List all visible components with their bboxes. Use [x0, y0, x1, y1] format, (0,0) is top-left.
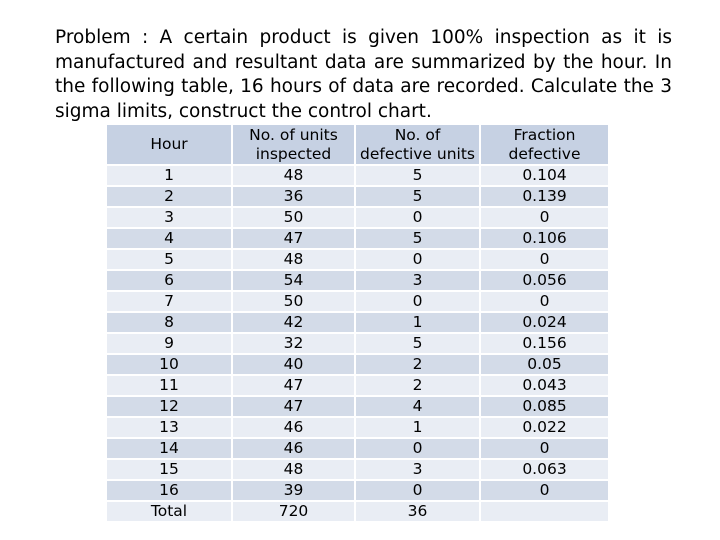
table-row — [107, 165, 609, 186]
header-units-inspected-line1: No. of units — [249, 125, 338, 144]
table-row — [107, 249, 609, 270]
cell-units-inspected: 42 — [232, 312, 355, 333]
cell-hour: 10 — [107, 354, 232, 375]
cell-units-inspected: 46 — [232, 438, 355, 459]
header-fraction-defective-line1: Fraction — [513, 125, 576, 144]
table-row — [107, 186, 609, 207]
cell-hour: 9 — [107, 333, 232, 354]
cell-fraction-defective: 0 — [480, 207, 609, 228]
cell-units-inspected: 32 — [232, 333, 355, 354]
table-body — [107, 165, 609, 522]
table-row — [107, 207, 609, 228]
cell-units-inspected: 48 — [232, 165, 355, 186]
cell-fraction-defective: 0.139 — [480, 186, 609, 207]
cell-units-inspected: 50 — [232, 291, 355, 312]
cell-defective-units: 0 — [355, 207, 480, 228]
cell-defective-units: 3 — [355, 270, 480, 291]
table-row — [107, 291, 609, 312]
cell-defective-units: 4 — [355, 396, 480, 417]
cell-fraction-defective: 0.063 — [480, 459, 609, 480]
cell-hour: 11 — [107, 375, 232, 396]
cell-units-inspected: 39 — [232, 480, 355, 501]
cell-fraction-defective: 0.085 — [480, 396, 609, 417]
cell-defective-units: 3 — [355, 459, 480, 480]
cell-defective-units: 5 — [355, 333, 480, 354]
cell-hour: 1 — [107, 165, 232, 186]
cell-units-inspected: 50 — [232, 207, 355, 228]
table-row — [107, 417, 609, 438]
cell-fraction-defective: 0 — [480, 438, 609, 459]
table-row — [107, 375, 609, 396]
cell-defective-units: 1 — [355, 417, 480, 438]
cell-total-fraction-defective — [480, 501, 609, 522]
cell-units-inspected: 47 — [232, 375, 355, 396]
cell-hour: 8 — [107, 312, 232, 333]
table-row — [107, 396, 609, 417]
table-row — [107, 438, 609, 459]
cell-fraction-defective: 0.056 — [480, 270, 609, 291]
table-row — [107, 480, 609, 501]
cell-hour: 4 — [107, 228, 232, 249]
cell-units-inspected: 47 — [232, 228, 355, 249]
cell-hour: 2 — [107, 186, 232, 207]
header-fraction-defective — [480, 125, 609, 165]
cell-fraction-defective: 0.104 — [480, 165, 609, 186]
cell-fraction-defective: 0.106 — [480, 228, 609, 249]
cell-total-defective-units: 36 — [355, 501, 480, 522]
cell-hour: 12 — [107, 396, 232, 417]
cell-units-inspected: 48 — [232, 459, 355, 480]
header-defective-units — [355, 125, 480, 165]
cell-defective-units: 5 — [355, 228, 480, 249]
cell-fraction-defective: 0.156 — [480, 333, 609, 354]
cell-defective-units: 5 — [355, 165, 480, 186]
table-total-row — [107, 501, 609, 522]
cell-fraction-defective: 0 — [480, 480, 609, 501]
table-row — [107, 459, 609, 480]
header-fraction-defective-line2: defective — [508, 144, 581, 163]
cell-defective-units: 0 — [355, 438, 480, 459]
header-hour-label: Hour — [150, 135, 188, 153]
problem-statement: Problem : A certain product is given 100% inspection as it is manufactured and resultant data are summarized by the hour. In the following table, 16 hours of data are recorded. Calculate the 3 sigma limits, construct the control chart. — [55, 27, 672, 122]
cell-units-inspected: 40 — [232, 354, 355, 375]
cell-defective-units: 0 — [355, 291, 480, 312]
cell-fraction-defective: 0.024 — [480, 312, 609, 333]
cell-units-inspected: 54 — [232, 270, 355, 291]
table-row — [107, 312, 609, 333]
cell-fraction-defective: 0.043 — [480, 375, 609, 396]
cell-units-inspected: 47 — [232, 396, 355, 417]
table-row — [107, 228, 609, 249]
cell-fraction-defective: 0 — [480, 291, 609, 312]
cell-defective-units: 0 — [355, 249, 480, 270]
cell-hour: 5 — [107, 249, 232, 270]
cell-hour: 16 — [107, 480, 232, 501]
header-units-inspected-line2: inspected — [255, 144, 332, 163]
cell-hour: 13 — [107, 417, 232, 438]
header-units-inspected — [232, 125, 355, 165]
table-row — [107, 333, 609, 354]
table-header-row — [107, 125, 609, 165]
cell-hour: 15 — [107, 459, 232, 480]
cell-defective-units: 1 — [355, 312, 480, 333]
cell-defective-units: 2 — [355, 375, 480, 396]
inspection-data-table — [107, 125, 610, 523]
cell-hour: 3 — [107, 207, 232, 228]
cell-units-inspected: 36 — [232, 186, 355, 207]
cell-total-units-inspected: 720 — [232, 501, 355, 522]
cell-fraction-defective: 0.022 — [480, 417, 609, 438]
header-defective-units-line1: No. of — [394, 125, 441, 144]
table-row — [107, 270, 609, 291]
table-row — [107, 354, 609, 375]
cell-total-label: Total — [107, 501, 232, 522]
header-hour — [107, 125, 232, 165]
cell-defective-units: 2 — [355, 354, 480, 375]
cell-defective-units: 5 — [355, 186, 480, 207]
header-defective-units-line2: defective units — [359, 144, 476, 163]
cell-hour: 14 — [107, 438, 232, 459]
cell-hour: 6 — [107, 270, 232, 291]
cell-units-inspected: 48 — [232, 249, 355, 270]
cell-fraction-defective: 0 — [480, 249, 609, 270]
cell-fraction-defective: 0.05 — [480, 354, 609, 375]
cell-hour: 7 — [107, 291, 232, 312]
cell-units-inspected: 46 — [232, 417, 355, 438]
cell-defective-units: 0 — [355, 480, 480, 501]
